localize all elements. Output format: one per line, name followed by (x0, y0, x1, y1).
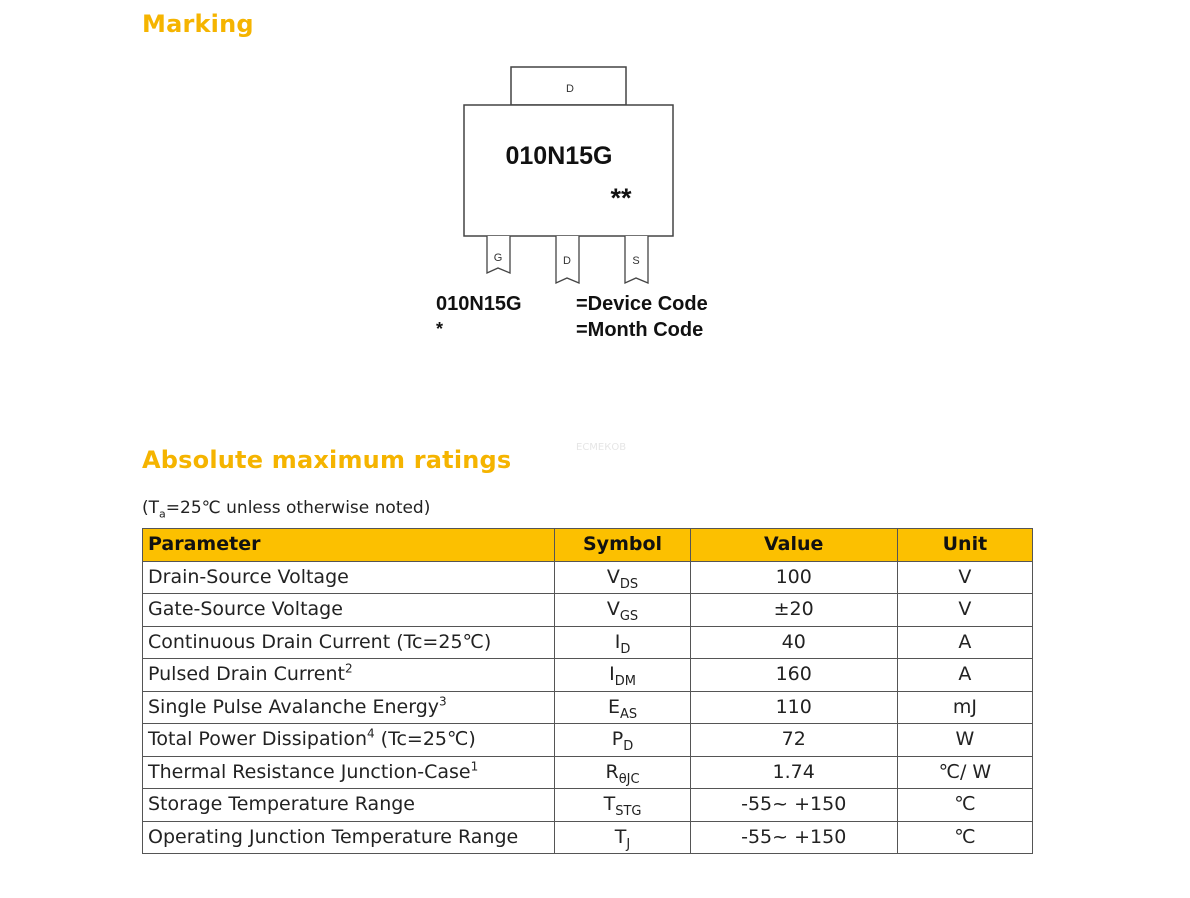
parameter-text: Gate-Source Voltage (148, 598, 343, 621)
tab-label: D (566, 83, 574, 95)
marking-heading: Marking (142, 10, 254, 38)
cell-parameter (143, 594, 555, 627)
ratings-heading: Absolute maximum ratings (142, 446, 512, 474)
cell-unit: mJ (897, 691, 1032, 724)
note-sub: a (159, 507, 166, 521)
symbol-sub: GS (619, 609, 639, 625)
symbol-sub: STG (615, 804, 642, 820)
cell-symbol (555, 821, 690, 854)
cell-symbol (555, 594, 690, 627)
table-row (143, 789, 1033, 822)
cell-value: 110 (690, 691, 897, 724)
cell-value: 100 (690, 561, 897, 594)
legend-month-desc: =Month Code (576, 319, 704, 341)
table-row (143, 724, 1033, 757)
cell-value: 160 (690, 659, 897, 692)
cell-unit: V (897, 561, 1032, 594)
symbol-main: R (605, 760, 619, 783)
symbol-main: V (606, 598, 620, 621)
cell-unit: A (897, 659, 1032, 692)
cell-parameter (143, 789, 555, 822)
footnote: 3 (439, 694, 447, 709)
note-suffix: =25℃ unless otherwise noted) (165, 498, 431, 518)
symbol-sub: D (623, 739, 634, 755)
parameter-text: Drain-Source Voltage (148, 565, 349, 588)
symbol-sub: AS (619, 706, 638, 722)
pin-g-label: G (493, 252, 503, 264)
header-symbol: Symbol (555, 529, 690, 562)
cell-parameter (143, 756, 555, 789)
symbol-main: V (606, 565, 620, 588)
symbol-sub: J (626, 836, 631, 852)
cell-parameter (143, 561, 555, 594)
cell-symbol (555, 691, 690, 724)
header-value: Value (690, 529, 897, 562)
pin-s (625, 236, 648, 283)
cell-unit: W (897, 724, 1032, 757)
parameter-text: Pulsed Drain Current (148, 663, 345, 686)
cell-parameter (143, 691, 555, 724)
symbol-main: T (603, 793, 616, 816)
cell-parameter (143, 626, 555, 659)
cell-value: -55~ +150 (690, 789, 897, 822)
cell-unit: A (897, 626, 1032, 659)
symbol-main: T (614, 825, 627, 848)
cell-parameter (143, 724, 555, 757)
table-row (143, 821, 1033, 854)
table-row (143, 594, 1033, 627)
parameter-text: Operating Junction Temperature Range (148, 825, 519, 848)
marking-diagram (420, 60, 740, 360)
parameter-text: Total Power Dissipation (148, 728, 367, 751)
note-prefix: (T (142, 498, 160, 518)
parameter-text: Continuous Drain Current (Tc=25℃) (148, 630, 492, 653)
table-row (143, 691, 1033, 724)
package-month-code: ** (610, 183, 632, 213)
cell-symbol (555, 724, 690, 757)
ratings-note (142, 498, 430, 520)
cell-symbol (555, 659, 690, 692)
symbol-sub: θJC (618, 771, 640, 787)
symbol-main: P (611, 728, 624, 751)
cell-value: 1.74 (690, 756, 897, 789)
cell-value: 40 (690, 626, 897, 659)
package-body (464, 105, 673, 236)
header-unit: Unit (897, 529, 1032, 562)
legend-device-key: 010N15G (436, 293, 522, 315)
symbol-sub: DS (619, 576, 639, 592)
symbol-sub: DM (614, 674, 636, 690)
legend-month-key: * (436, 319, 444, 339)
parameter-text: Single Pulse Avalanche Energy (148, 695, 439, 718)
cell-value: ±20 (690, 594, 897, 627)
cell-symbol (555, 626, 690, 659)
pin-d-label: D (563, 255, 571, 267)
pin-g (487, 236, 510, 273)
cell-symbol (555, 789, 690, 822)
cell-parameter (143, 659, 555, 692)
parameter-text: Storage Temperature Range (148, 793, 415, 816)
cell-symbol (555, 756, 690, 789)
symbol-sub: D (620, 641, 631, 657)
cell-parameter (143, 821, 555, 854)
package-device-code: 010N15G (505, 142, 613, 170)
symbol-main: I (609, 663, 615, 686)
parameter-text: Thermal Resistance Junction-Case (148, 760, 471, 783)
cell-value: -55~ +150 (690, 821, 897, 854)
parameter-suffix: (Tc=25℃) (374, 728, 476, 751)
table-row (143, 659, 1033, 692)
pin-s-label: S (632, 255, 640, 267)
table-row (143, 626, 1033, 659)
cell-unit: ℃ (897, 789, 1032, 822)
table-row (143, 561, 1033, 594)
pin-d (556, 236, 579, 283)
header-parameter: Parameter (143, 529, 555, 562)
footnote: 2 (344, 661, 353, 676)
cell-unit: ℃/ W (897, 756, 1032, 789)
watermark: ЕСМЕКОВ (576, 442, 627, 453)
cell-symbol (555, 561, 690, 594)
cell-unit: ℃ (897, 821, 1032, 854)
cell-value: 72 (690, 724, 897, 757)
ratings-table (142, 528, 1033, 854)
table-row (143, 756, 1033, 789)
cell-unit: V (897, 594, 1032, 627)
package-drawing (420, 60, 740, 360)
legend-device-desc: =Device Code (576, 293, 708, 315)
symbol-main: I (614, 630, 621, 653)
table-header-row (143, 529, 1033, 562)
footnote: 1 (470, 759, 479, 774)
footnote: 4 (366, 726, 375, 741)
symbol-main: E (607, 695, 620, 718)
